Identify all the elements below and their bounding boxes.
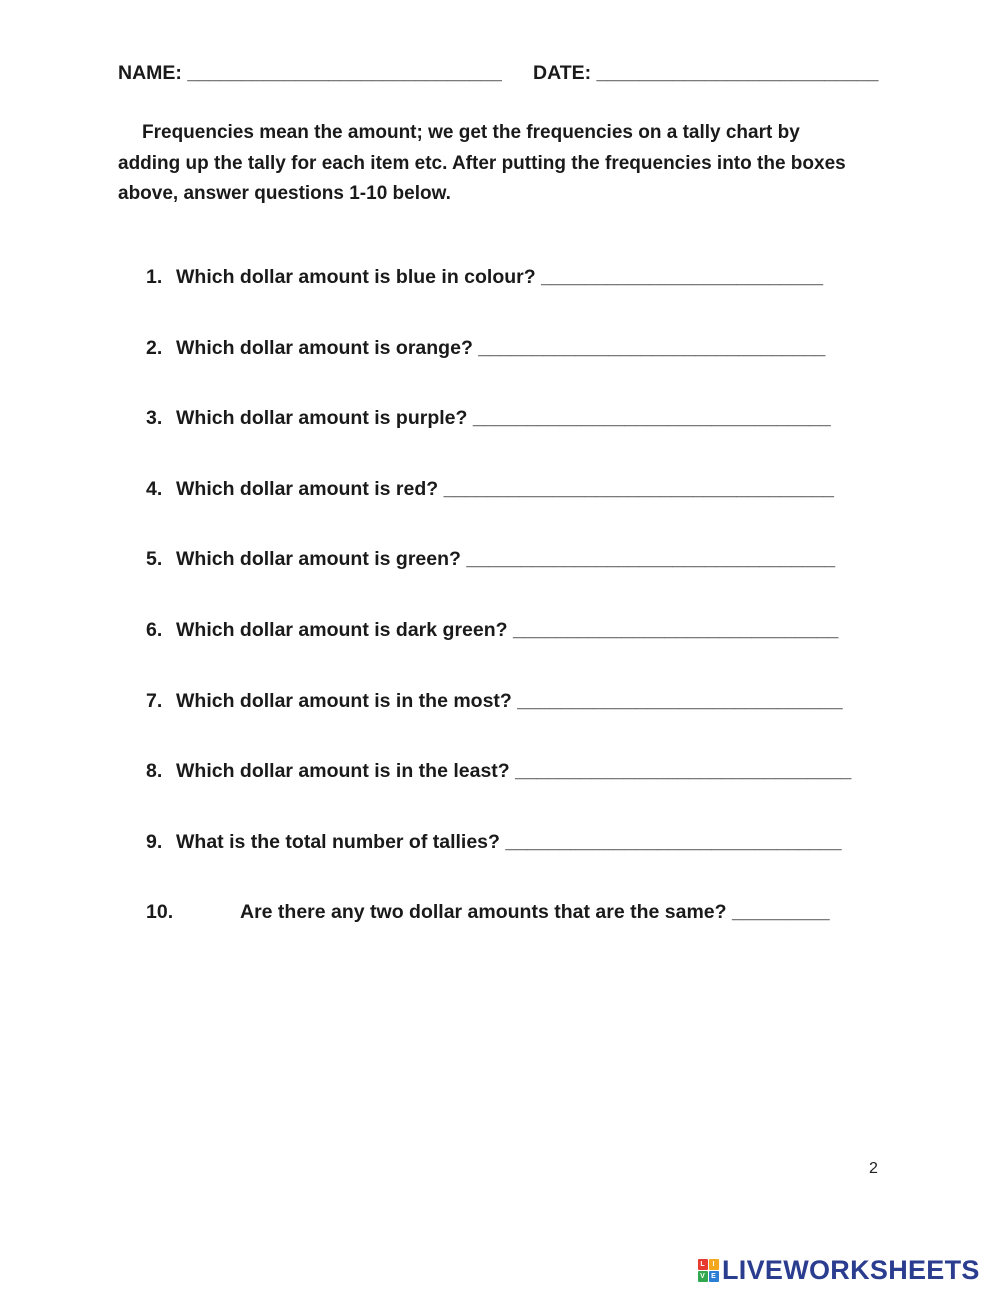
question-text[interactable]: Which dollar amount is in the most? ______________________________ xyxy=(176,689,843,712)
liveworksheets-logo-icon xyxy=(697,1258,719,1282)
logo-letter: E xyxy=(709,1271,719,1282)
name-field-label[interactable]: NAME: _____________________________ xyxy=(118,62,502,84)
question-number: 3. xyxy=(146,407,163,430)
question-number: 1. xyxy=(146,266,163,288)
question-text[interactable]: Which dollar amount is blue in colour? __________________________ xyxy=(176,266,824,288)
logo-letter: I xyxy=(709,1259,719,1270)
question-text[interactable]: Which dollar amount is red? ____________________________________ xyxy=(176,477,835,500)
question-text[interactable]: Which dollar amount is green? __________________________________ xyxy=(176,548,836,571)
header-row xyxy=(118,62,888,88)
date-field-label[interactable]: DATE: __________________________ xyxy=(533,62,879,84)
question-item xyxy=(146,478,886,549)
liveworksheets-brand[interactable] xyxy=(697,1255,980,1285)
brand-name: LIVEWORKSHEETS xyxy=(722,1254,980,1285)
question-text[interactable]: Which dollar amount is dark green? ______________________________ xyxy=(176,618,839,641)
question-number: 4. xyxy=(146,477,163,500)
question-number: 10. xyxy=(146,901,174,924)
question-number: 5. xyxy=(146,548,163,571)
intro-paragraph: Frequencies mean the amount; we get the frequencies on a tally chart by adding up the tally for each item etc. After putting the frequencies into the boxes above, answer questions 1-10 below. xyxy=(118,122,846,204)
question-text[interactable]: Which dollar amount is orange? ________________________________ xyxy=(176,336,826,359)
question-text[interactable]: Which dollar amount is in the least? _______________________________ xyxy=(176,760,852,783)
question-item xyxy=(146,407,886,478)
question-number: 9. xyxy=(146,830,163,853)
question-item xyxy=(146,690,886,761)
question-text[interactable]: What is the total number of tallies? _______________________________ xyxy=(176,830,842,853)
logo-letter: L xyxy=(698,1259,708,1270)
question-number: 7. xyxy=(146,689,163,712)
question-number: 2. xyxy=(146,336,163,359)
logo-letter: V xyxy=(698,1271,708,1282)
question-item xyxy=(146,760,886,831)
question-number: 6. xyxy=(146,618,163,641)
question-item xyxy=(146,266,886,337)
question-number: 8. xyxy=(146,760,163,783)
question-item xyxy=(146,901,886,972)
page-number: 2 xyxy=(869,1160,878,1177)
question-text[interactable]: Are there any two dollar amounts that are the same? _________ xyxy=(240,901,830,924)
question-list xyxy=(146,266,886,972)
question-item xyxy=(146,619,886,690)
question-item xyxy=(146,548,886,619)
question-text[interactable]: Which dollar amount is purple? _________________________________ xyxy=(176,407,831,430)
question-item xyxy=(146,337,886,408)
question-item xyxy=(146,831,886,902)
